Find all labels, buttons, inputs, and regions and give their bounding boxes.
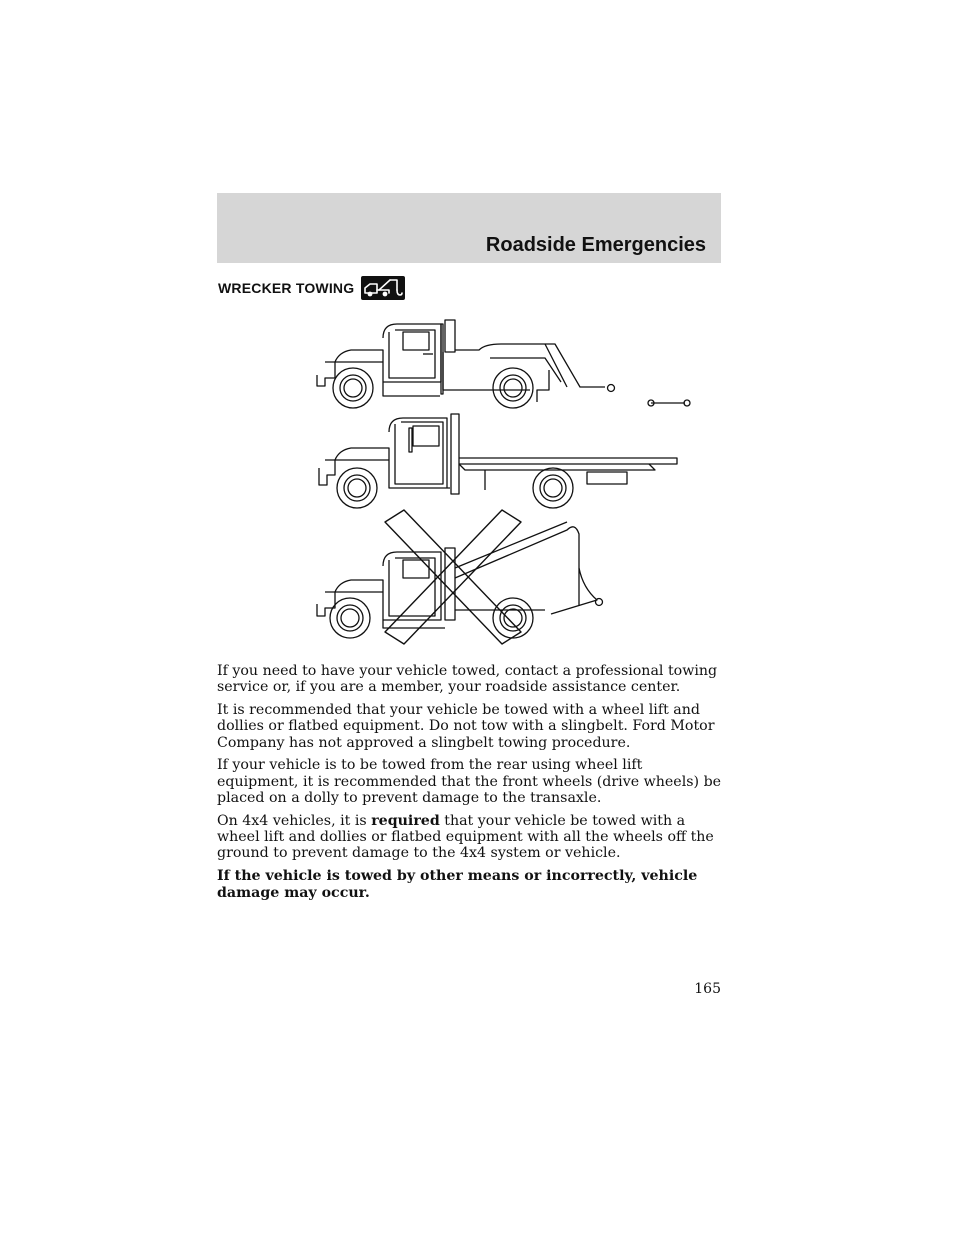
body-text: [217, 663, 723, 907]
p4-after: that your vehicle be towed with a wheel lift and dollies or flatbed equipment with all the wheels off the ground to prevent damage to the 4x4 system or vehicle.: [217, 812, 714, 862]
section-heading: [218, 275, 405, 301]
damage-warning: If the vehicle is towed by other means or incorrectly, vehicle damage may occur.: [217, 868, 698, 901]
slingbelt-truck-illustration: [317, 522, 603, 638]
tow-truck-icon: [361, 276, 405, 300]
paragraph-4x4-requirement: [217, 813, 723, 862]
flatbed-truck-illustration: [319, 414, 677, 508]
towing-illustrations: [305, 310, 695, 650]
p4-required: required: [371, 812, 440, 829]
section-title: WRECKER TOWING: [218, 280, 355, 296]
paragraph-rear-towing: If your vehicle is to be towed from the rear using wheel lift equipment, it is recommended that the front wheels (drive wheels) be placed on a dolly to prevent damage to the transaxle.: [217, 757, 722, 807]
wheel-lift-truck-illustration: [317, 320, 690, 408]
p4-before: On 4x4 vehicles, it is: [217, 812, 372, 829]
paragraph-recommended-equipment: It is recommended that your vehicle be towed with a wheel lift and dollies or flatbed equipment. Do not tow with a slingbelt. Ford Motor Company has not approved a slingbelt towing procedure.: [217, 702, 715, 751]
header-band: [217, 193, 721, 263]
paragraph-contact-towing: If you need to have your vehicle towed, contact a professional towing service or, if you are a member, your roadside assistance center.: [217, 663, 718, 696]
not-approved-x-mark: [385, 510, 521, 644]
page-title: Roadside Emergencies: [485, 234, 706, 256]
page-number: 165: [694, 981, 721, 997]
